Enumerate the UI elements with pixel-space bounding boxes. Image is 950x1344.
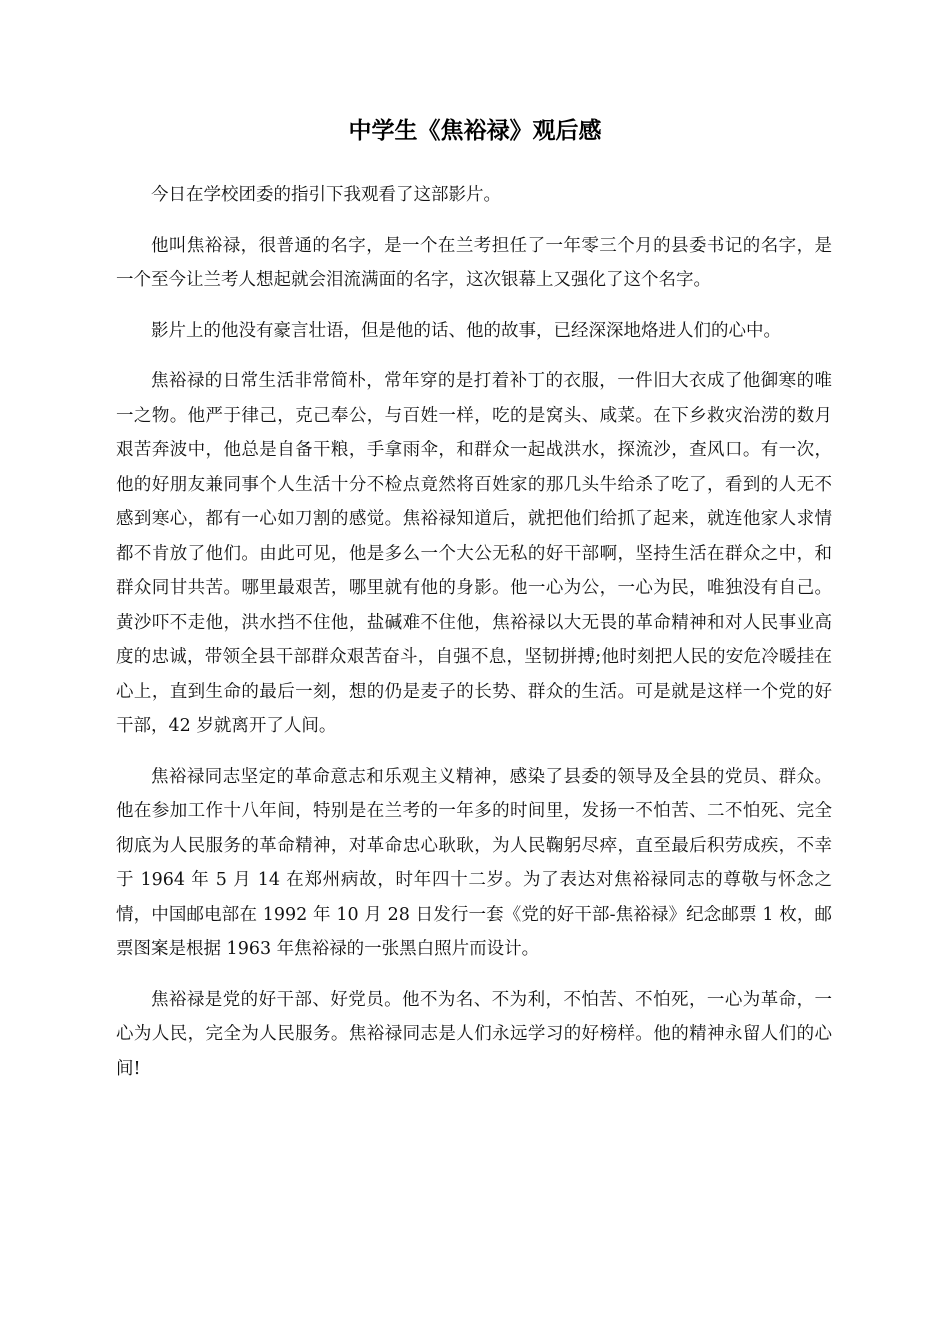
paragraph-4: 焦裕禄的日常生活非常简朴，常年穿的是打着补丁的衣服，一件旧大衣成了他御寒的唯一之物。他严于律己，克己奉公，与百姓一样，吃的是窝头、咸菜。在下乡救灾治涝的数月艰苦奔波中，他总是自备干粮，手拿雨伞，和群众一起战洪水，探流沙，查风口。有一次，他的好朋友兼同事个人生活十分不检点竟然将百姓家的那几头牛给杀了吃了，看到的人无不感到寒心，都有一心如刀割的感觉。焦裕禄知道后，就把他们给抓了起来，就连他家人求情都不肯放了他们。由此可见，他是多么一个大公无私的好干部啊，坚持生活在群众之中，和群众同甘共苦。哪里最艰苦，哪里就有他的身影。他一心为公，一心为民，唯独没有自己。黄沙吓不走他，洪水挡不住他，盐碱难不住他，焦裕禄以大无畏的革命精神和对人民事业高度的忠诚，带领全县干部群众艰苦奋斗，自强不息，坚韧拼搏;他时刻把人民的安危冷暖挂在心上，直到生命的最后一刻，想的仍是麦子的长势、群众的生活。可是就是这样一个党的好干部，42 岁就离开了人间。 — [116, 371, 832, 736]
paragraph-3: 影片上的他没有豪言壮语，但是他的话、他的故事，已经深深地烙进人们的心中。 — [151, 320, 781, 341]
document-title: 中学生《焦裕禄》观后感 — [348, 117, 602, 144]
paragraph-1: 今日在学校团委的指引下我观看了这部影片。 — [151, 185, 501, 205]
paragraph-6: 焦裕禄是党的好干部、好党员。他不为名、不为利，不怕苦、不怕死，一心为革命，一心为人民，完全为人民服务。焦裕禄同志是人们永远学习的好榜样。他的精神永留人们的心间! — [116, 989, 832, 1079]
paragraph-5: 焦裕禄同志坚定的革命意志和乐观主义精神，感染了县委的领导及全县的党员、群众。他在参加工作十八年间，特别是在兰考的一年多的时间里，发扬一不怕苦、二不怕死、完全彻底为人民服务的革命精神，对革命忠心耿耿，为人民鞠躬尽瘁，直至最后积劳成疾，不幸于 1964 年 5 月 14 在郑州病故，时年四十二岁。为了表达对焦裕禄同志的尊敬与怀念之情，中国邮电部在 1992 年 10 月 28 日发行一套《党的好干部-焦裕禄》纪念邮票 1 枚，邮票图案是根据 1963 年焦裕禄的一张黑白照片而设计。 — [116, 766, 832, 959]
document-body — [116, 178, 832, 1102]
paragraph-2: 他叫焦裕禄，很普通的名字，是一个在兰考担任了一年零三个月的县委书记的名字，是一个至今让兰考人想起就会泪流满面的名字，这次银幕上又强化了这个名字。 — [116, 235, 832, 290]
